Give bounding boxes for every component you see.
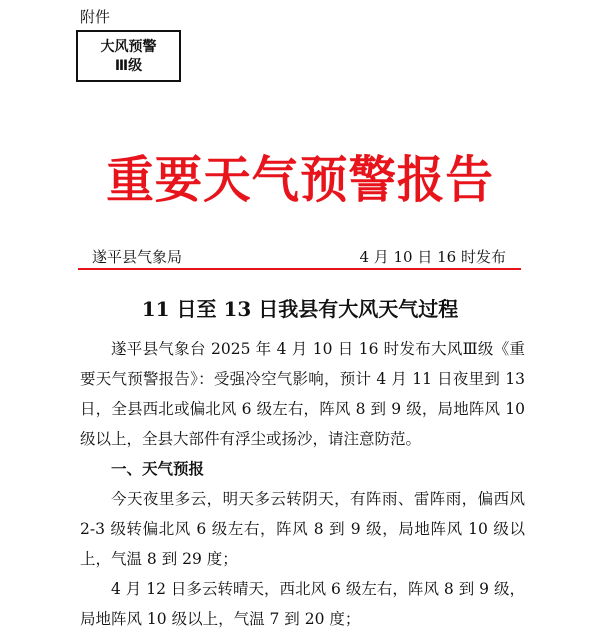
forecast-paragraph: 4 月 12 日多云转晴天，西北风 6 级左右，阵风 8 到 9 级，局地阵风 10 级以上，气温 7 到 20 度； (80, 580, 525, 628)
issue-time: 4 月 10 日 16 时发布 (359, 248, 506, 266)
red-divider (78, 268, 521, 270)
report-subtitle: 11 日至 13 日我县有大风天气过程 (141, 297, 459, 321)
report-title: 重要天气预警报告 (106, 151, 494, 209)
intro-paragraph: 遂平县气象台 2025 年 4 月 10 日 16 时发布大风Ⅲ级《重要天气预警报告》：受强冷空气影响，预计 4 月 11 日夜里到 13 日，全县西北或偏北风 6 级左右，阵风 8 到 9 级，局地阵风 10 级以上，全县大部件有浮尘或扬沙，请注意防范。 (80, 340, 525, 448)
report-body (80, 334, 525, 634)
warning-level-box (76, 30, 181, 82)
attachment-label: 附件 (80, 8, 111, 26)
issuer-name: 遂平县气象局 (92, 248, 183, 266)
warning-level-label: Ⅲ级 (114, 58, 143, 74)
warning-type-label: 大风预警 (100, 39, 157, 55)
section-heading-forecast: 一、天气预报 (111, 460, 205, 478)
forecast-paragraph: 今天夜里多云，明天多云转阴天，有阵雨、雷阵雨，偏西风 2-3 级转偏北风 6 级左右，阵风 8 到 9 级，局地阵风 10 级以上，气温 8 到 29 度； (80, 490, 525, 568)
